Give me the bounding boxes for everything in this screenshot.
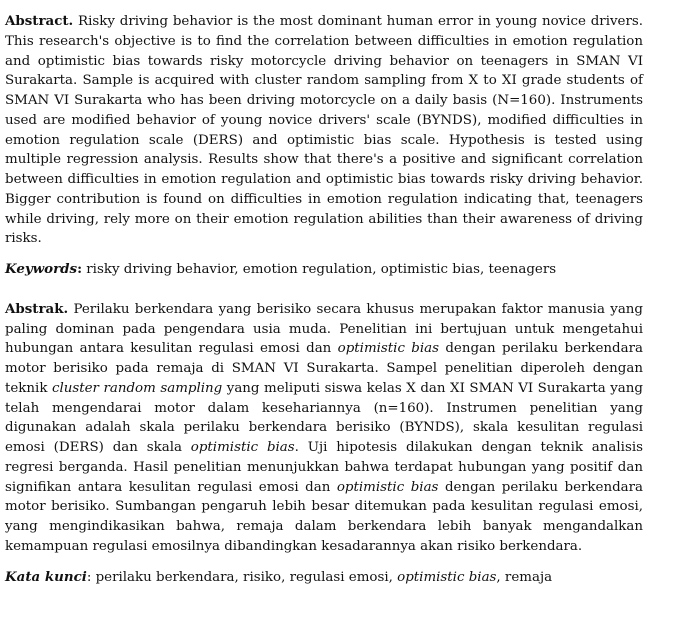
abstract-id-italic-3: optimistic bias [190,440,295,455]
abstract-page [5,12,643,587]
abstract-id-italic-4: optimistic bias [336,479,439,495]
keywords-en-text: risky driving behavior, emotion regulation, optimistic bias, teenagers [82,262,557,277]
abstract-id-text-5: dengan perilaku berkendara motor berisiko. Sumbangan pengaruh lebih besar ditemukan pada kesulitan regulasi emosi, yang mengindikasikan bahwa, remaja dalam berkendara lebih banyak mengandalkan kemampuan regulasi emosilnya dibandingkan kesadarannya akan risiko berkendara. [5,479,644,554]
abstract-english [5,12,643,249]
abstract-id-text-4: . Uji hipotesis dilakukan dengan teknik analisis regresi berganda. Hasil penelitian menunjukkan bahwa terdapat hubungan yang positif dan signifikan antara kesulitan regulasi emosi dan [5,440,643,495]
keywords-english [5,260,643,280]
abstract-indonesian [5,300,643,557]
abstract-id-text-1: Perilaku berkendara yang berisiko secara khusus merupakan faktor manusia yang paling dominan pada pengendara usia muda. Penelitian ini bertujuan untuk mengetahui hubungan antara kesulitan regulasi emosi dan [5,301,643,357]
keywords-en-separator: : [77,261,83,277]
keywords-en-label: Keywords [5,261,78,277]
abstract-id-text-3: yang meliputi siswa kelas X dan XI SMAN VI Surakarta yang telah mengendarai motor dalam kesehariannya (n=160). Instrumen penelitian yang digunakan adalah skala perilaku berkendara berisiko (BYNDS), skala kesulitan regulasi emosi (DERS) dan skala [5,380,643,455]
abstract-id-italic-1: optimistic bias [337,341,440,357]
abstract-id-label: Abstrak. [5,300,69,317]
keywords-id-label: Kata kunci [5,568,87,585]
keywords-id-text-2: , remaja [496,569,553,585]
abstract-id-italic-2: cluster random sampling [51,380,223,396]
keywords-indonesian [5,568,643,588]
abstract-en-text: Risky driving behavior is the most dominant human error in young novice drivers. This research's objective is to find the correlation between difficulties in emotion regulation and optimistic bias towards risky motorcycle driving behavior on teenagers in SMAN VI Surakarta. Sample is acquired with cluster random sampling from X to XI grade students of SMAN VI Surakarta who has been driving motorcycle on a daily basis (N=160). Instruments used are modified behavior of young novice drivers' scale (BYNDS), modified difficulties in emotion regulation scale (DERS) and optimistic bias scale. Hypothesis is tested using multiple regression analysis. Results show that there's a positive and significant correlation between difficulties in emotion regulation and optimistic bias towards risky driving behavior. Bigger contribution is found on difficulties in emotion regulation indicating that, teenagers while driving, rely more on their emotion regulation abilities than their awareness of driving risks. [5,14,643,247]
abstract-id-text-2: dengan perilaku berkendara motor berisiko pada remaja di SMAN VI Surakarta. Sampel penelitian diperoleh dengan teknik [5,341,643,396]
keywords-id-text-1: : perilaku berkendara, risiko, regulasi emosi, [86,569,398,585]
abstract-en-label: Abstract. [5,13,74,29]
keywords-id-italic-1: optimistic bias [397,569,497,585]
